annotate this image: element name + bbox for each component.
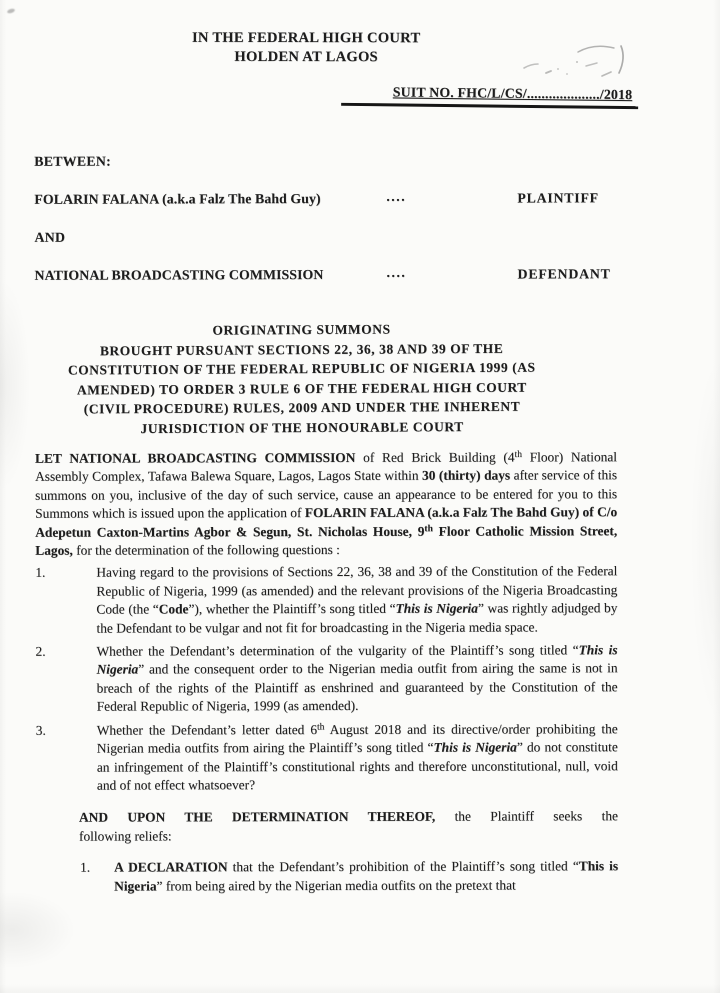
text-run: th	[424, 523, 433, 534]
between-label: BETWEEN:	[34, 153, 112, 169]
title-line: ORIGINATING SUMMONS	[212, 321, 391, 338]
text-run: Floor Catholic Mission Street, Lagos,	[35, 522, 621, 558]
questions-list	[35, 563, 622, 795]
question-item	[35, 720, 622, 795]
defendant-role: DEFENDANT	[517, 266, 611, 282]
text-run: for the determination of the following questions :	[72, 541, 340, 558]
question-text	[96, 563, 621, 638]
scan-speck-artifact	[7, 8, 16, 14]
plaintiff-role: PLAINTIFF	[517, 190, 599, 206]
text-run: August 2018 and its directive/order prohibiting the Nigerian media outfits from airing the Plaintiff’s song titled “	[96, 720, 622, 756]
plaintiff-name: FOLARIN FALANA (a.k.a Falz The Bahd Guy)	[34, 191, 321, 207]
determination-line1	[79, 808, 618, 828]
document-content	[34, 0, 633, 896]
reliefs-list	[36, 857, 622, 895]
text-run: A DECLARATION	[114, 859, 228, 875]
text-run: of Red Brick Building (4	[355, 449, 515, 465]
title-line: (CIVIL PROCEDURE) RULES, 2009 AND UNDER THE INHERENT	[83, 398, 521, 417]
question-number: 2.	[35, 643, 46, 659]
text-run: th	[317, 722, 325, 733]
suit-number: SUIT NO. FHC/L/CS/..................../2018	[341, 84, 639, 109]
defendant-row	[35, 265, 617, 285]
separator-dots: ....	[386, 264, 407, 280]
text-run: ”), whether the Plaintiff’s song titled “	[188, 601, 396, 617]
text-run: th	[514, 449, 522, 461]
question-text	[96, 720, 622, 795]
plaintiff-row	[34, 189, 616, 209]
text-run: Whether the Defendant’s letter dated 6	[96, 721, 318, 738]
question-number: 3.	[35, 722, 46, 738]
text-run: LET NATIONAL BROADCASTING COMMISSION	[35, 449, 356, 466]
determination-line2: following reliefs:	[78, 828, 172, 844]
text-run: This is Nigeria	[114, 858, 622, 894]
text-run: ” do not constitute an infringement of the Plaintiff’s constitutional rights and therefore unconstitutional, null, void and of not effect whatsoever?	[96, 739, 622, 793]
relief-item	[80, 857, 622, 895]
text-run: AND UPON THE DETERMINATION THEREOF,	[78, 809, 436, 825]
text-run: This is Nigeria	[395, 600, 478, 617]
court-location: HOLDEN AT LAGOS	[234, 48, 378, 66]
and-label: AND	[34, 229, 66, 245]
text-run: ” was rightly adjudged by the Defendant to be vulgar and not fit for broadcasting in the Nigeria media space.	[96, 600, 621, 636]
title-line: CONSTITUTION OF THE FEDERAL REPUBLIC OF NIGERIA 1999 (AS	[67, 359, 536, 378]
text-run: ” from being aired by the Nigerian media outfits on the pretext that	[156, 877, 516, 893]
text-run: that the Defendant’s prohibition of the Plaintiff’s song titled “	[227, 858, 579, 875]
question-number: 1.	[35, 565, 46, 581]
intro-paragraph	[35, 448, 621, 560]
relief-text	[114, 857, 622, 895]
text-run: FOLARIN FALANA (a.k.a Falz The Bahd Guy) of C/o Adepetun Caxton-Martins Agbor & Segun, St. Nicholas House, 9	[35, 504, 620, 540]
title-line: BROUGHT PURSUANT SECTIONS 22, 36, 38 AND 39 OF THE	[99, 340, 504, 358]
text-run: Whether the Defendant’s determination of the vulgarity of the Plaintiff’s song titled “	[96, 642, 579, 659]
suit-number-row	[34, 79, 638, 109]
text-run: ” and the consequent order to the Nigerian media outfit from airing the same is not in breach of the rights of the Plaintiff as enshrined and guaranteed by the Constitution of the Federal Republic of Nigeria, 1999 (as amended).	[96, 660, 622, 714]
defendant-name: NATIONAL BROADCASTING COMMISSION	[34, 267, 324, 283]
question-item	[35, 641, 622, 716]
text-run: Having regard to the provisions of Sections 22, 36, 38 and 39 of the Constitution of the Federal Republic of Nigeria, 1999 (as amended) and the relevant provisions of the Nigeria Broadcasting Code (the “	[96, 563, 621, 617]
court-header	[192, 29, 421, 67]
court-name: IN THE FEDERAL HIGH COURT	[191, 29, 421, 47]
text-run: This is Nigeria	[433, 739, 517, 755]
separator-dots: ....	[386, 188, 407, 204]
question-text	[96, 641, 622, 716]
relief-number: 1.	[80, 859, 91, 875]
determination-paragraph	[79, 808, 618, 846]
document-title	[10, 318, 593, 439]
title-line: AMENDED) TO ORDER 3 RULE 6 OF THE FEDERAL HIGH COURT	[76, 379, 527, 397]
text-run: the Plaintiff seeks the	[435, 808, 618, 825]
question-item	[35, 563, 621, 638]
text-run: after service of this summons on you, inclusive of the day of such service, cause an appearance to be entered for you to this Summons which is issued upon the application of	[35, 467, 621, 521]
text-run: 30 (thirty) days	[422, 467, 511, 484]
text-run: This is Nigeria	[96, 642, 621, 678]
text-run: Code	[158, 601, 189, 617]
text-run: Floor) National Assembly Complex, Tafawa Balewa Square, Lagos, Lagos State within	[35, 449, 620, 485]
title-line: JURISDICTION OF THE HONOURABLE COURT	[140, 418, 464, 436]
